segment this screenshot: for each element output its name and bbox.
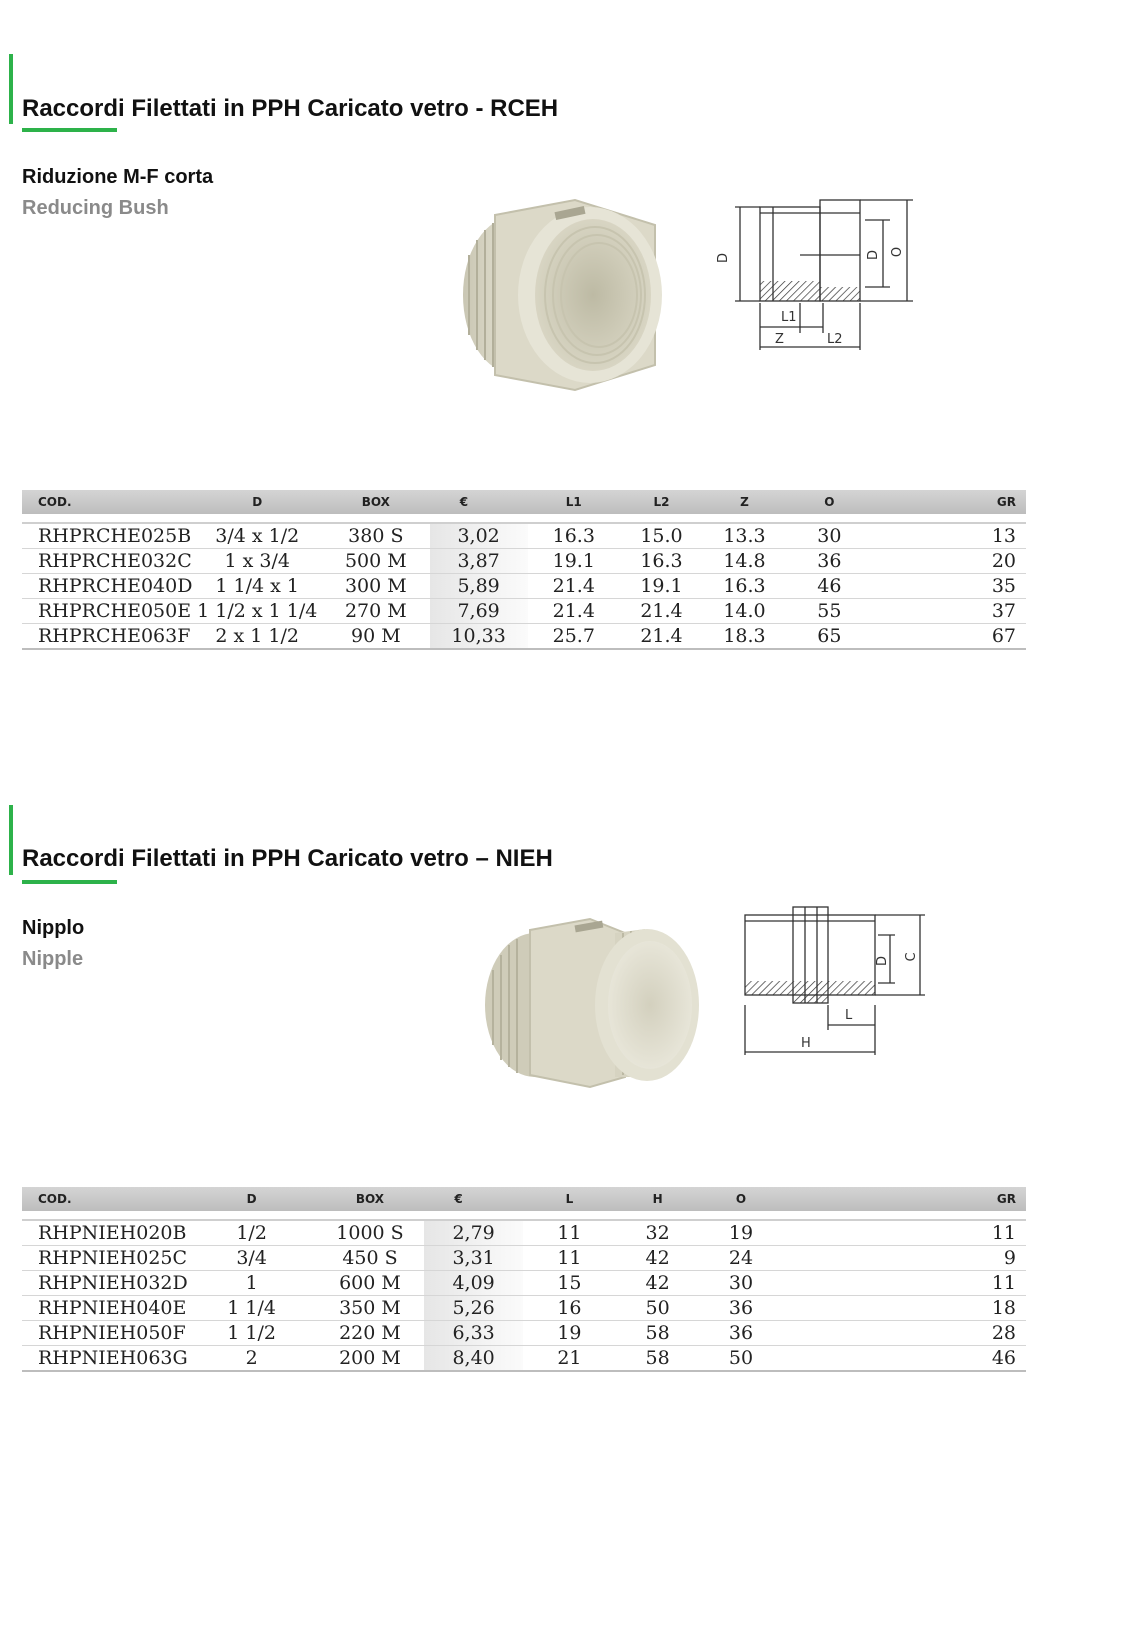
cell-l2: 15.0: [620, 523, 703, 549]
cell-o: 30: [699, 1271, 782, 1296]
cell-h: 42: [616, 1246, 699, 1271]
title-underline: [22, 128, 117, 132]
col-header: L2: [620, 490, 703, 514]
cell-price: 7,69: [430, 599, 528, 624]
cell-price: 6,33: [424, 1321, 522, 1346]
rceh-spec-table: [22, 490, 1026, 650]
cell-gr: 9: [783, 1246, 1026, 1271]
col-header: €: [424, 1187, 522, 1211]
cell-z: 14.8: [703, 549, 786, 574]
table-row: [22, 1220, 1026, 1246]
cell-l: 19: [523, 1321, 616, 1346]
product-name-it: Nipplo: [22, 917, 85, 939]
cell-price: 3,02: [430, 523, 528, 549]
cell-d: 2 x 1 1/2: [192, 624, 322, 650]
col-header: O: [786, 490, 873, 514]
cell-box: 1000 S: [316, 1220, 425, 1246]
cell-h: 32: [616, 1220, 699, 1246]
drawing-label: D: [875, 955, 890, 967]
cell-gr: 20: [873, 549, 1026, 574]
title-underline: [22, 880, 117, 884]
cell-price: 3,31: [424, 1246, 522, 1271]
col-header: BOX: [322, 490, 430, 514]
cell-code: RHPRCHE040D: [22, 574, 192, 599]
cell-o: 24: [699, 1246, 782, 1271]
table-row: [22, 624, 1026, 650]
col-header: D: [188, 1187, 316, 1211]
product-name-en: Reducing Bush: [22, 197, 169, 219]
cell-o: 36: [786, 549, 873, 574]
cell-l: 16: [523, 1296, 616, 1321]
cell-d: 1 1/2 x 1 1/4: [192, 599, 322, 624]
table-row: [22, 1271, 1026, 1296]
table-row: [22, 1346, 1026, 1372]
cell-box: 350 M: [316, 1296, 425, 1321]
nieh-spec-table: [22, 1187, 1026, 1372]
cell-gr: 18: [783, 1296, 1026, 1321]
section-rceh: [0, 0, 1145, 700]
cell-box: 380 S: [322, 523, 430, 549]
table-row: [22, 1296, 1026, 1321]
cell-z: 16.3: [703, 574, 786, 599]
cell-d: 1: [188, 1271, 316, 1296]
cell-o: 30: [786, 523, 873, 549]
cell-l2: 16.3: [620, 549, 703, 574]
cell-z: 13.3: [703, 523, 786, 549]
cell-code: RHPNIEH020B: [22, 1220, 188, 1246]
cell-code: RHPRCHE025B: [22, 523, 192, 549]
cell-o: 55: [786, 599, 873, 624]
nipple-drawing: [735, 905, 950, 1060]
cell-gr: 28: [783, 1321, 1026, 1346]
accent-bar: [9, 54, 13, 124]
cell-price: 10,33: [430, 624, 528, 650]
table-row: [22, 1321, 1026, 1346]
cell-box: 270 M: [322, 599, 430, 624]
drawing-label: D: [716, 252, 731, 264]
reducing-bush-drawing: [715, 195, 925, 360]
cell-l2: 21.4: [620, 624, 703, 650]
cell-box: 450 S: [316, 1246, 425, 1271]
cell-code: RHPRCHE050E: [22, 599, 192, 624]
col-header: GR: [873, 490, 1026, 514]
drawing-label: D: [866, 249, 881, 261]
col-header: BOX: [316, 1187, 425, 1211]
cell-h: 58: [616, 1321, 699, 1346]
cell-l: 15: [523, 1271, 616, 1296]
cell-box: 200 M: [316, 1346, 425, 1372]
cell-box: 600 M: [316, 1271, 425, 1296]
product-name-en: Nipple: [22, 948, 84, 970]
cell-l: 21: [523, 1346, 616, 1372]
cell-h: 42: [616, 1271, 699, 1296]
drawing-label: L: [845, 1008, 853, 1023]
cell-l2: 21.4: [620, 599, 703, 624]
cell-gr: 35: [873, 574, 1026, 599]
drawing-label: L1: [781, 310, 797, 325]
cell-gr: 37: [873, 599, 1026, 624]
cell-code: RHPNIEH025C: [22, 1246, 188, 1271]
cell-box: 220 M: [316, 1321, 425, 1346]
cell-z: 18.3: [703, 624, 786, 650]
cell-box: 500 M: [322, 549, 430, 574]
cell-box: 90 M: [322, 624, 430, 650]
cell-price: 5,89: [430, 574, 528, 599]
cell-l1: 16.3: [528, 523, 621, 549]
table-row: [22, 574, 1026, 599]
cell-d: 1 x 3/4: [192, 549, 322, 574]
cell-gr: 67: [873, 624, 1026, 650]
cell-d: 3/4 x 1/2: [192, 523, 322, 549]
cell-d: 3/4: [188, 1246, 316, 1271]
cell-l1: 25.7: [528, 624, 621, 650]
cell-l1: 21.4: [528, 599, 621, 624]
header-rule: [22, 1211, 1026, 1220]
cell-d: 1 1/2: [188, 1321, 316, 1346]
table-row: [22, 549, 1026, 574]
table-row: [22, 1246, 1026, 1271]
cell-o: 46: [786, 574, 873, 599]
cell-o: 36: [699, 1296, 782, 1321]
cell-l: 11: [523, 1246, 616, 1271]
drawing-label: C: [904, 952, 919, 962]
cell-price: 3,87: [430, 549, 528, 574]
cell-z: 14.0: [703, 599, 786, 624]
cell-code: RHPRCHE032C: [22, 549, 192, 574]
cell-d: 1 1/4 x 1: [192, 574, 322, 599]
col-header: GR: [783, 1187, 1026, 1211]
cell-o: 50: [699, 1346, 782, 1372]
cell-gr: 46: [783, 1346, 1026, 1372]
cell-price: 2,79: [424, 1220, 522, 1246]
section-title: Raccordi Filettati in PPH Caricato vetro – NIEH: [22, 845, 553, 872]
nipple-photo: [475, 915, 705, 1090]
cell-l1: 19.1: [528, 549, 621, 574]
table-header: [22, 490, 1026, 514]
cell-l1: 21.4: [528, 574, 621, 599]
cell-code: RHPNIEH063G: [22, 1346, 188, 1372]
cell-o: 36: [699, 1321, 782, 1346]
col-header: COD.: [22, 1187, 188, 1211]
drawing-label: L2: [827, 332, 843, 347]
col-header: D: [192, 490, 322, 514]
cell-code: RHPNIEH040E: [22, 1296, 188, 1321]
cell-gr: 11: [783, 1271, 1026, 1296]
cell-price: 4,09: [424, 1271, 522, 1296]
cell-d: 2: [188, 1346, 316, 1372]
cell-box: 300 M: [322, 574, 430, 599]
col-header: €: [430, 490, 528, 514]
col-header: Z: [703, 490, 786, 514]
cell-code: RHPRCHE063F: [22, 624, 192, 650]
cell-code: RHPNIEH050F: [22, 1321, 188, 1346]
drawing-label: O: [890, 246, 905, 258]
cell-o: 19: [699, 1220, 782, 1246]
table-header: [22, 1187, 1026, 1211]
cell-d: 1 1/4: [188, 1296, 316, 1321]
product-name-it: Riduzione M-F corta: [22, 166, 214, 188]
cell-o: 65: [786, 624, 873, 650]
cell-h: 50: [616, 1296, 699, 1321]
drawing-label: Z: [775, 332, 784, 347]
reducing-bush-photo: [455, 195, 675, 395]
col-header: L: [523, 1187, 616, 1211]
drawing-label: H: [801, 1036, 811, 1051]
cell-h: 58: [616, 1346, 699, 1372]
accent-bar: [9, 805, 13, 875]
cell-code: RHPNIEH032D: [22, 1271, 188, 1296]
col-header: O: [699, 1187, 782, 1211]
cell-gr: 11: [783, 1220, 1026, 1246]
table-row: [22, 599, 1026, 624]
cell-price: 5,26: [424, 1296, 522, 1321]
col-header: H: [616, 1187, 699, 1211]
col-header: L1: [528, 490, 621, 514]
cell-l2: 19.1: [620, 574, 703, 599]
section-title: Raccordi Filettati in PPH Caricato vetro - RCEH: [22, 95, 559, 122]
cell-d: 1/2: [188, 1220, 316, 1246]
header-rule: [22, 514, 1026, 523]
cell-price: 8,40: [424, 1346, 522, 1372]
cell-l: 11: [523, 1220, 616, 1246]
col-header: COD.: [22, 490, 192, 514]
table-row: [22, 523, 1026, 549]
cell-gr: 13: [873, 523, 1026, 549]
